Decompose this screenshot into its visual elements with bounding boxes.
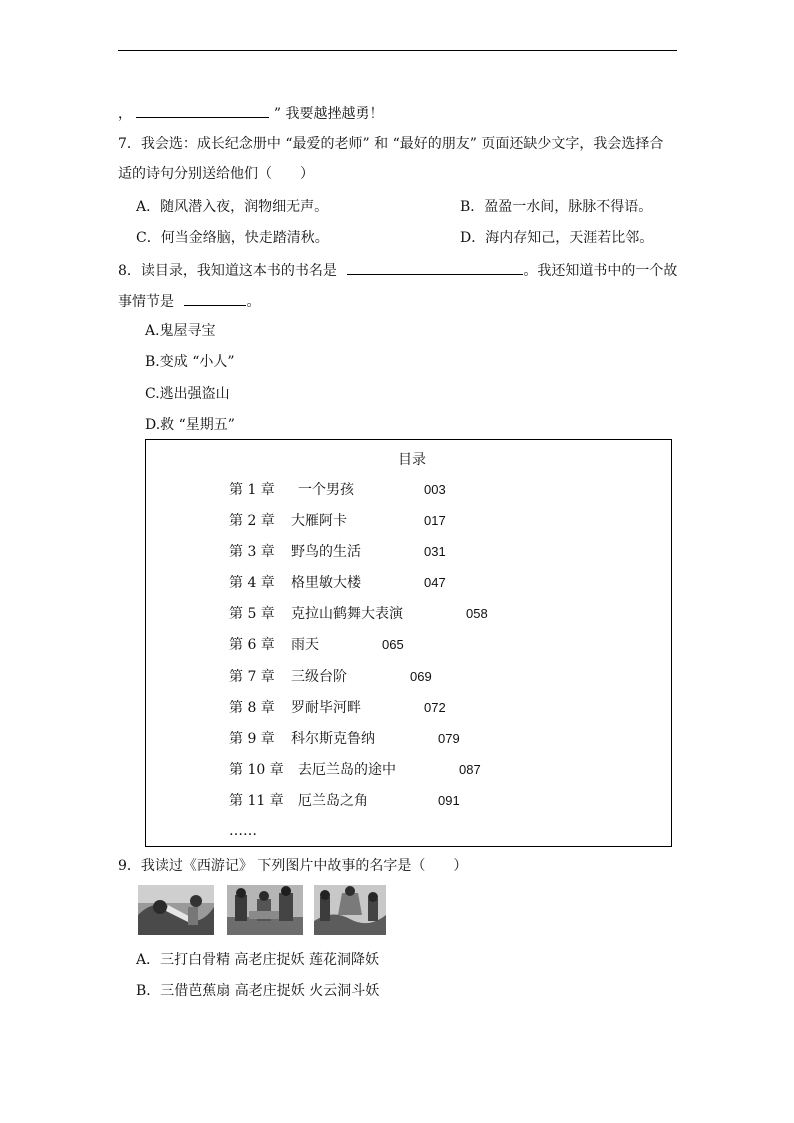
- q8-stem-line1: [118, 260, 677, 280]
- q7-option-d[interactable]: D．海内存知己，天涯若比邻。: [460, 230, 654, 246]
- toc-chapter-num: 第 5 章: [229, 606, 275, 622]
- toc-chapter-name: 克拉山鹤舞大表演: [291, 606, 403, 622]
- toc-box: [145, 439, 672, 847]
- story-picture-1: [138, 885, 214, 935]
- toc-chapter-page: 017: [424, 513, 446, 528]
- story-picture-3: [314, 885, 386, 935]
- q7-option-c[interactable]: C．何当金络脑，快走踏清秋。: [136, 230, 329, 246]
- toc-chapter-name: 大雁阿卡: [291, 513, 347, 529]
- q6-suffix: ” 我要越挫越勇！: [273, 106, 384, 122]
- q7-stem-line2: 适的诗句分别送给他们（ ）: [118, 166, 314, 182]
- q8-plot-blank[interactable]: [184, 291, 246, 306]
- toc-chapter-name: 格里敏大楼: [291, 575, 361, 591]
- toc-chapter-page: 058: [466, 606, 488, 621]
- toc-chapter-name: 科尔斯克鲁纳: [291, 731, 375, 747]
- q8-stem-part1: 8．读目录，我知道这本书的书名是: [118, 263, 337, 279]
- toc-chapter-page: 069: [410, 669, 432, 684]
- toc-chapter-name: 厄兰岛之角: [298, 793, 368, 809]
- toc-chapter-num: 第 4 章: [229, 575, 275, 591]
- toc-title: 目录: [398, 452, 426, 468]
- story-picture-2: [227, 885, 303, 935]
- toc-chapter-num: 第 7 章: [229, 669, 275, 685]
- q8-option-b[interactable]: B.变成 “小人”: [145, 354, 235, 370]
- toc-chapter-name: 一个男孩: [298, 482, 354, 498]
- toc-chapter-num: 第 8 章: [229, 700, 275, 716]
- toc-chapter-num: 第 2 章: [229, 513, 275, 529]
- toc-chapter-name: 三级台阶: [291, 669, 347, 685]
- toc-ellipsis: ……: [229, 823, 257, 839]
- toc-chapter-name: 野鸟的生活: [291, 544, 361, 560]
- q9-option-b[interactable]: B．三借芭蕉扇 高老庄捉妖 火云洞斗妖: [136, 983, 380, 999]
- toc-chapter-page: 003: [424, 482, 446, 497]
- toc-chapter-name: 罗耐毕河畔: [291, 700, 361, 716]
- toc-chapter-page: 047: [424, 575, 446, 590]
- toc-chapter-page: 072: [424, 700, 446, 715]
- toc-chapter-num: 第 11 章: [229, 793, 284, 809]
- header-rule: [118, 50, 677, 51]
- q8-stem-part3: 事情节是: [118, 294, 174, 310]
- toc-chapter-name: 去厄兰岛的途中: [298, 762, 396, 778]
- toc-chapter-num: 第 6 章: [229, 637, 275, 653]
- q7-option-b[interactable]: B．盈盈一水间，脉脉不得语。: [460, 199, 653, 215]
- toc-chapter-num: 第 10 章: [229, 762, 284, 778]
- toc-chapter-page: 091: [438, 793, 460, 808]
- toc-chapter-page: 031: [424, 544, 446, 559]
- q8-option-a[interactable]: A.鬼屋寻宝: [145, 323, 216, 339]
- q9-stem: 9．我读过《西游记》 下列图片中故事的名字是（ ）: [118, 858, 468, 874]
- toc-chapter-page: 087: [459, 762, 481, 777]
- q8-title-blank[interactable]: [347, 260, 523, 275]
- q8-stem-part4: 。: [246, 294, 261, 310]
- toc-chapter-page: 079: [438, 731, 460, 746]
- toc-chapter-num: 第 1 章: [229, 482, 275, 498]
- q9-option-a[interactable]: A．三打白骨精 高老庄捉妖 莲花洞降妖: [136, 952, 380, 968]
- q7-stem-line1: 7．我会选：成长纪念册中 “最爱的老师” 和 “最好的朋友” 页面还缺少文字，我会选择合: [118, 136, 664, 152]
- toc-chapter-num: 第 3 章: [229, 544, 275, 560]
- q6-tail: [118, 103, 384, 123]
- toc-chapter-name: 雨天: [291, 637, 319, 653]
- q8-stem-line2: [118, 291, 260, 311]
- toc-chapter-page: 065: [382, 637, 404, 652]
- q6-answer-blank[interactable]: [136, 103, 269, 118]
- q8-option-c[interactable]: C.逃出强盗山: [145, 386, 230, 402]
- toc-chapter-num: 第 9 章: [229, 731, 275, 747]
- q6-prefix: ，: [118, 106, 132, 122]
- q7-option-a[interactable]: A．随风潜入夜，润物细无声。: [136, 199, 329, 215]
- q8-option-d[interactable]: D.救 “星期五”: [145, 417, 235, 433]
- q8-stem-part2: 。我还知道书中的一个故: [523, 263, 678, 279]
